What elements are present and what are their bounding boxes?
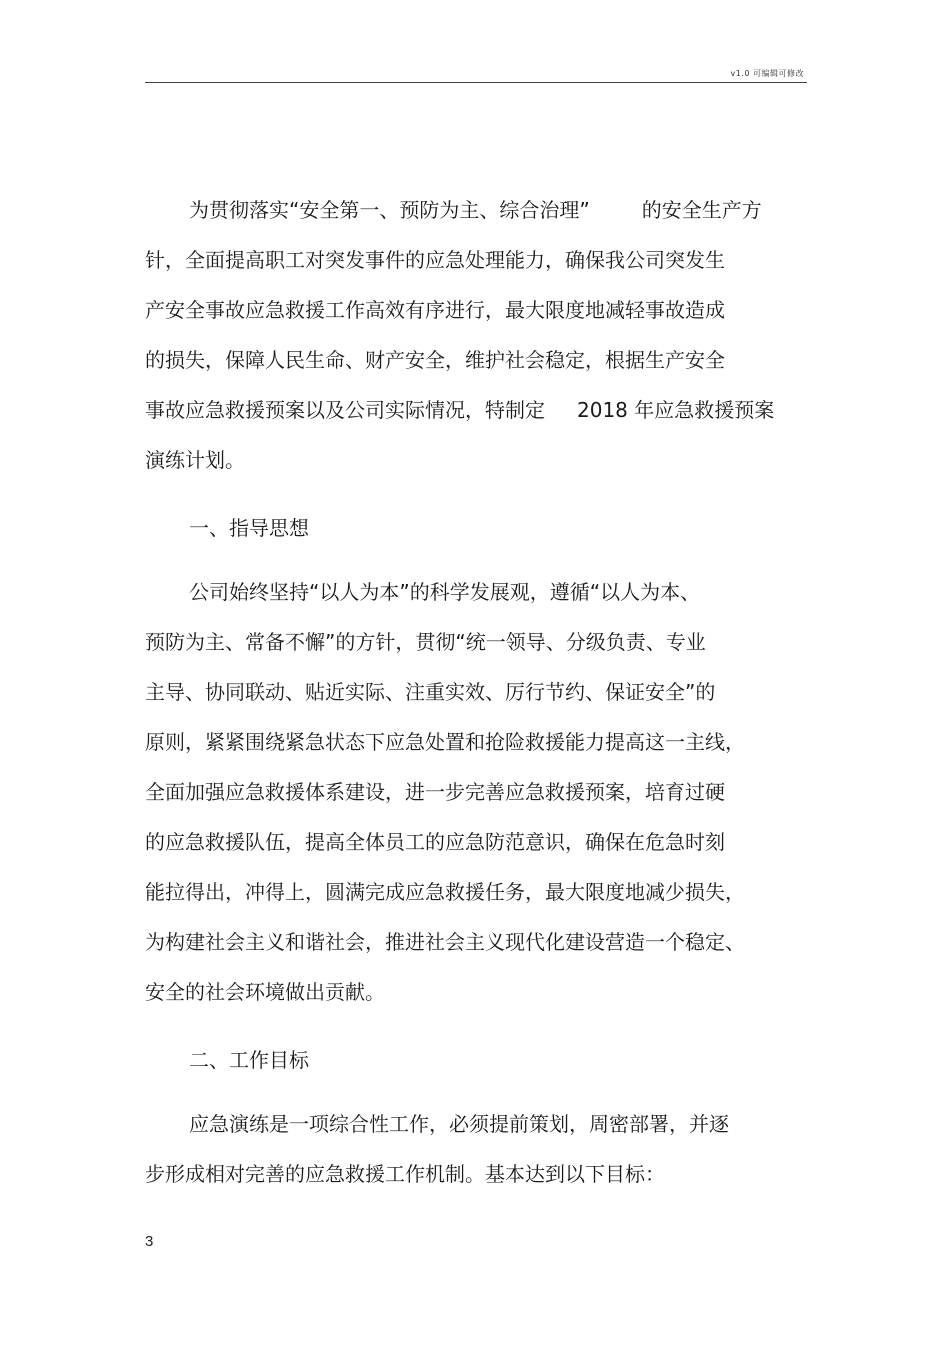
section1-line-3: 主导、协同联动、贴近实际、注重实效、厉行节约、保证安全”的 [145, 680, 716, 704]
intro-line-1 [189, 197, 762, 223]
section1-line-9: 安全的社会环境做出贡献。 [145, 980, 385, 1004]
section1-heading: 一、指导思想 [189, 516, 309, 540]
intro-line-1-part-b: 的安全生产方 [641, 198, 762, 222]
intro-line-2: 针，全面提高职工对突发事件的应急处理能力，确保我公司突发生 [145, 248, 725, 272]
section2-heading: 二、工作目标 [189, 1048, 309, 1072]
intro-line-5 [145, 397, 774, 423]
intro-line-5-part-b: 2018 年应急救援预案 [577, 398, 775, 422]
intro-line-3: 产安全事故应急救援工作高效有序进行，最大限度地减轻事故造成 [145, 298, 725, 322]
section1-line-6: 的应急救援队伍，提高全体员工的应急防范意识，确保在危急时刻 [145, 830, 725, 854]
section1-line-8: 为构建社会主义和谐社会，推进社会主义现代化建设营造一个稳定、 [145, 930, 745, 954]
header-version-label: v1.0 可编辑可修改 [730, 69, 804, 78]
section1-line-7: 能拉得出，冲得上，圆满完成应急救援任务，最大限度地减少损失， [145, 880, 745, 904]
page-number: 3 [145, 1233, 154, 1250]
intro-line-4: 的损失，保障人民生命、财产安全，维护社会稳定，根据生产安全 [145, 348, 725, 372]
section1-line-2: 预防为主、常备不懈”的方针，贯彻“统一领导、分级负责、专业 [145, 630, 706, 654]
section2-line-1: 应急演练是一项综合性工作，必须提前策划，周密部署，并逐 [189, 1112, 729, 1136]
intro-line-1-part-a: 为贯彻落实“安全第一、预防为主、综合治理” [189, 198, 590, 222]
intro-line-6: 演练计划。 [145, 448, 245, 472]
section1-line-1: 公司始终坚持“以人为本”的科学发展观，遵循“以人为本、 [189, 580, 701, 604]
header-divider [145, 82, 807, 83]
section1-line-4: 原则，紧紧围绕紧急状态下应急处置和抢险救援能力提高这一主线， [145, 730, 745, 754]
intro-line-5-part-a: 事故应急救援预案以及公司实际情况，特制定 [145, 398, 545, 422]
section2-line-2: 步形成相对完善的应急救援工作机制。基本达到以下目标： [145, 1162, 665, 1186]
section1-line-5: 全面加强应急救援体系建设，进一步完善应急救援预案，培育过硬 [145, 780, 725, 804]
